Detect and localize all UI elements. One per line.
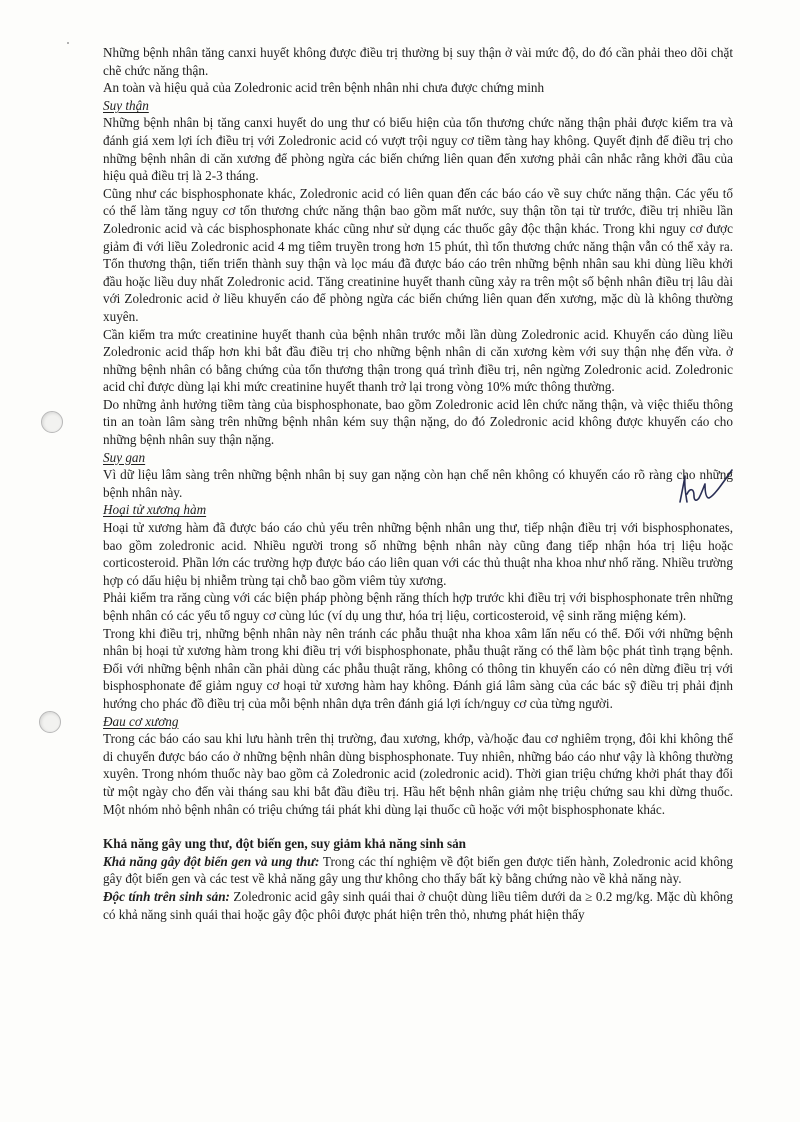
- paragraph-renal-2: Cũng như các bisphosphonate khác, Zoledronic acid có liên quan đến các báo cáo về suy chức năng thận. Các yếu tố có thể làm tăng nguy cơ tổn thương chức năng thận bao gồm mất nước, suy thận tồn tại từ trước, điều trị nhiều lần Zoledronic acid và các bisphosphonate khác cũng như sử dụng các thuốc gây độc thận khác. Trong khi nguy cơ được giảm đi với liều Zoledronic acid 4 mg tiêm truyền trong hơn 15 phút, thì tổn thương chức năng thận vẫn có thể xảy ra. Tổn thương thận, tiến triển thành suy thận và lọc máu đã được báo cáo trên những bệnh nhân sau khi dùng liều khởi đầu hoặc liều duy nhất Zoledronic acid. Tăng creatinine huyết thanh cũng xảy ra trên một số bệnh nhân điều trị lâu dài với Zoledronic acid ở liều khuyến cáo để phòng ngừa các biến chứng liên quan đến xương, mặc dù là không thường xuyên.: [103, 185, 733, 324]
- paragraph-musculoskeletal-1: Trong các báo cáo sau khi lưu hành trên thị trường, đau xương, khớp, và/hoặc đau cơ nghiêm trọng, đôi khi không thể di chuyển được báo cáo ở những bệnh nhân dùng bisphosphonate. Tuy nhiên, những báo cáo như vậy là không thường xuyên. Trong nhóm thuốc này bao gồm cả Zoledronic acid (zoledronic acid). Thời gian triệu chứng khởi phát thay đổi từ một ngày cho đến vài tháng sau khi bắt đầu điều trị. Hầu hết bệnh nhân giảm nhẹ triệu chứng sau khi dừng thuốc. Một nhóm nhỏ bệnh nhân có triệu chứng tái phát khi dùng lại thuốc cũ hoặc với một bisphosphonate khác.: [103, 731, 733, 817]
- text-reproductive-toxicity: Zoledronic acid gây sinh quái thai ở chuột dùng liều tiêm dưới da ≥ 0.2 mg/kg. Mặc dù không có khả năng sinh quái thai hoặc gây độc phôi được phát hiện trên thỏ, nhưng phát hiện thấy: [103, 888, 733, 922]
- heading-hepatic-impairment: Suy gan: [103, 449, 146, 465]
- lead-reproductive-toxicity: Độc tính trên sinh sản:: [103, 888, 230, 904]
- paragraph-renal-4: Do những ảnh hưởng tiềm tàng của bisphosphonate, bao gồm Zoledronic acid lên chức năng thận, và việc thiếu thông tin an toàn lâm sàng trên những bệnh nhân kém suy thận nặng, do đó Zoledronic acid không được khuyến cáo cho những bệnh nhân suy thận nặng.: [103, 396, 733, 448]
- paragraph-mutagenicity: [103, 853, 733, 888]
- paragraph-hepatic-1: Vì dữ liệu lâm sàng trên những bệnh nhân bị suy gan nặng còn hạn chế nên không có khuyến cáo rõ ràng cho những bệnh nhân này.: [103, 467, 733, 500]
- heading-renal-impairment: Suy thận: [103, 97, 149, 113]
- paragraph-osteonecrosis-1: Hoại tử xương hàm đã được báo cáo chủ yếu trên những bệnh nhân ung thư, tiếp nhận điều trị với bisphosphonates, bao gồm zoledronic acid. Nhiều người trong số những bệnh nhân này cũng đang tiếp nhận hóa trị liệu hoặc corticosteroid. Phần lớn các trường hợp được báo cáo liên quan với các thủ thuật nha khoa như nhổ răng. Nhiều trường hợp có dấu hiệu bị nhiễm trùng tại chỗ bao gồm viêm tủy xương.: [103, 520, 733, 588]
- paragraph-osteonecrosis-3: Trong khi điều trị, những bệnh nhân này nên tránh các phẫu thuật nha khoa xâm lấn nếu có thể. Đối với những bệnh nhân bị hoại tử xương hàm trong khi điều trị với bisphosphonate, phẫu thuật răng có thể làm bộc phát tình trạng bệnh. Đối với những bệnh nhân cần phải dùng các phẫu thuật răng, không có thông tin khuyến cáo có nên dừng điều trị với bisphosphonate để giảm nguy cơ hoại tử xương hàm hay không. Đánh giá lâm sàng của các bác sỹ điều trị phải định hướng cho phác đồ điều trị của mỗi bệnh nhân dựa trên đánh giá lợi ích/nguy cơ của từng người.: [103, 625, 733, 711]
- heading-musculoskeletal-pain: Đau cơ xương: [103, 713, 179, 729]
- paragraph-renal-3: Cần kiểm tra mức creatinine huyết thanh của bệnh nhân trước mỗi lần dùng Zoledronic acid. Khuyến cáo dùng liều Zoledronic acid thấp hơn khi bắt đầu điều trị cho những bệnh nhân di căn xương kèm với suy thận nhẹ đến vừa. ở những bệnh nhân có bằng chứng của tổn thương thận trong quá trình điều trị, nên ngừng Zoledronic acid. Zoledronic acid chỉ được dùng lại khi mức creatinine huyết thanh trở lại trong vòng 10% mức thông thường.: [103, 326, 733, 395]
- scan-speck: [67, 42, 69, 44]
- paragraph-osteonecrosis-2: Phải kiểm tra răng cùng với các biện pháp phòng bệnh răng thích hợp trước khi điều trị với bisphosphonate trên những bệnh nhân có các yếu tố nguy cơ cùng lúc (ví dụ ung thư, hóa trị liệu, corticosteroid, vệ sinh răng miệng kém).: [103, 590, 733, 623]
- punch-hole-lower: [39, 711, 61, 733]
- text-mutagenicity: Trong các thí nghiệm về đột biến gen được tiến hành, Zoledronic acid không gây đột biến gen và các test về khả năng gây ung thư không cho thấy bất kỳ bằng chứng nào về khả năng này.: [103, 853, 734, 887]
- paragraph-reproductive-toxicity: [103, 888, 733, 923]
- heading-osteonecrosis-jaw: Hoại tử xương hàm: [103, 502, 207, 518]
- punch-hole-upper: [41, 411, 63, 433]
- paragraph-renal-1: Những bệnh nhân bị tăng canxi huyết do ung thư có biểu hiện của tổn thương chức năng thận phải được kiểm tra và đánh giá xem lợi ích điều trị với Zoledronic acid có vượt trội nguy cơ tiềm tàng hay không. Quyết định để điều trị cho những bệnh nhân di căn xương để phòng ngừa các biến chứng liên quan đến xương phải cân nhắc rằng khởi đầu của hiệu quả điều trị là 2-3 tháng.: [103, 115, 733, 184]
- document-body: [103, 44, 733, 923]
- paragraph-pediatric-safety: An toàn và hiệu quả của Zoledronic acid trên bệnh nhân nhi chưa được chứng minh: [103, 80, 545, 96]
- paragraph-intro-renal-monitoring: Những bệnh nhân tăng canxi huyết không được điều trị thường bị suy thận ở vài mức độ, do đó cần phải theo dõi chặt chẽ chức năng thận.: [103, 45, 733, 78]
- section-title-carcinogenicity: Khả năng gây ung thư, đột biến gen, suy giảm khả năng sinh sản: [103, 836, 467, 852]
- lead-mutagenicity: Khả năng gây đột biến gen và ung thư:: [103, 853, 320, 869]
